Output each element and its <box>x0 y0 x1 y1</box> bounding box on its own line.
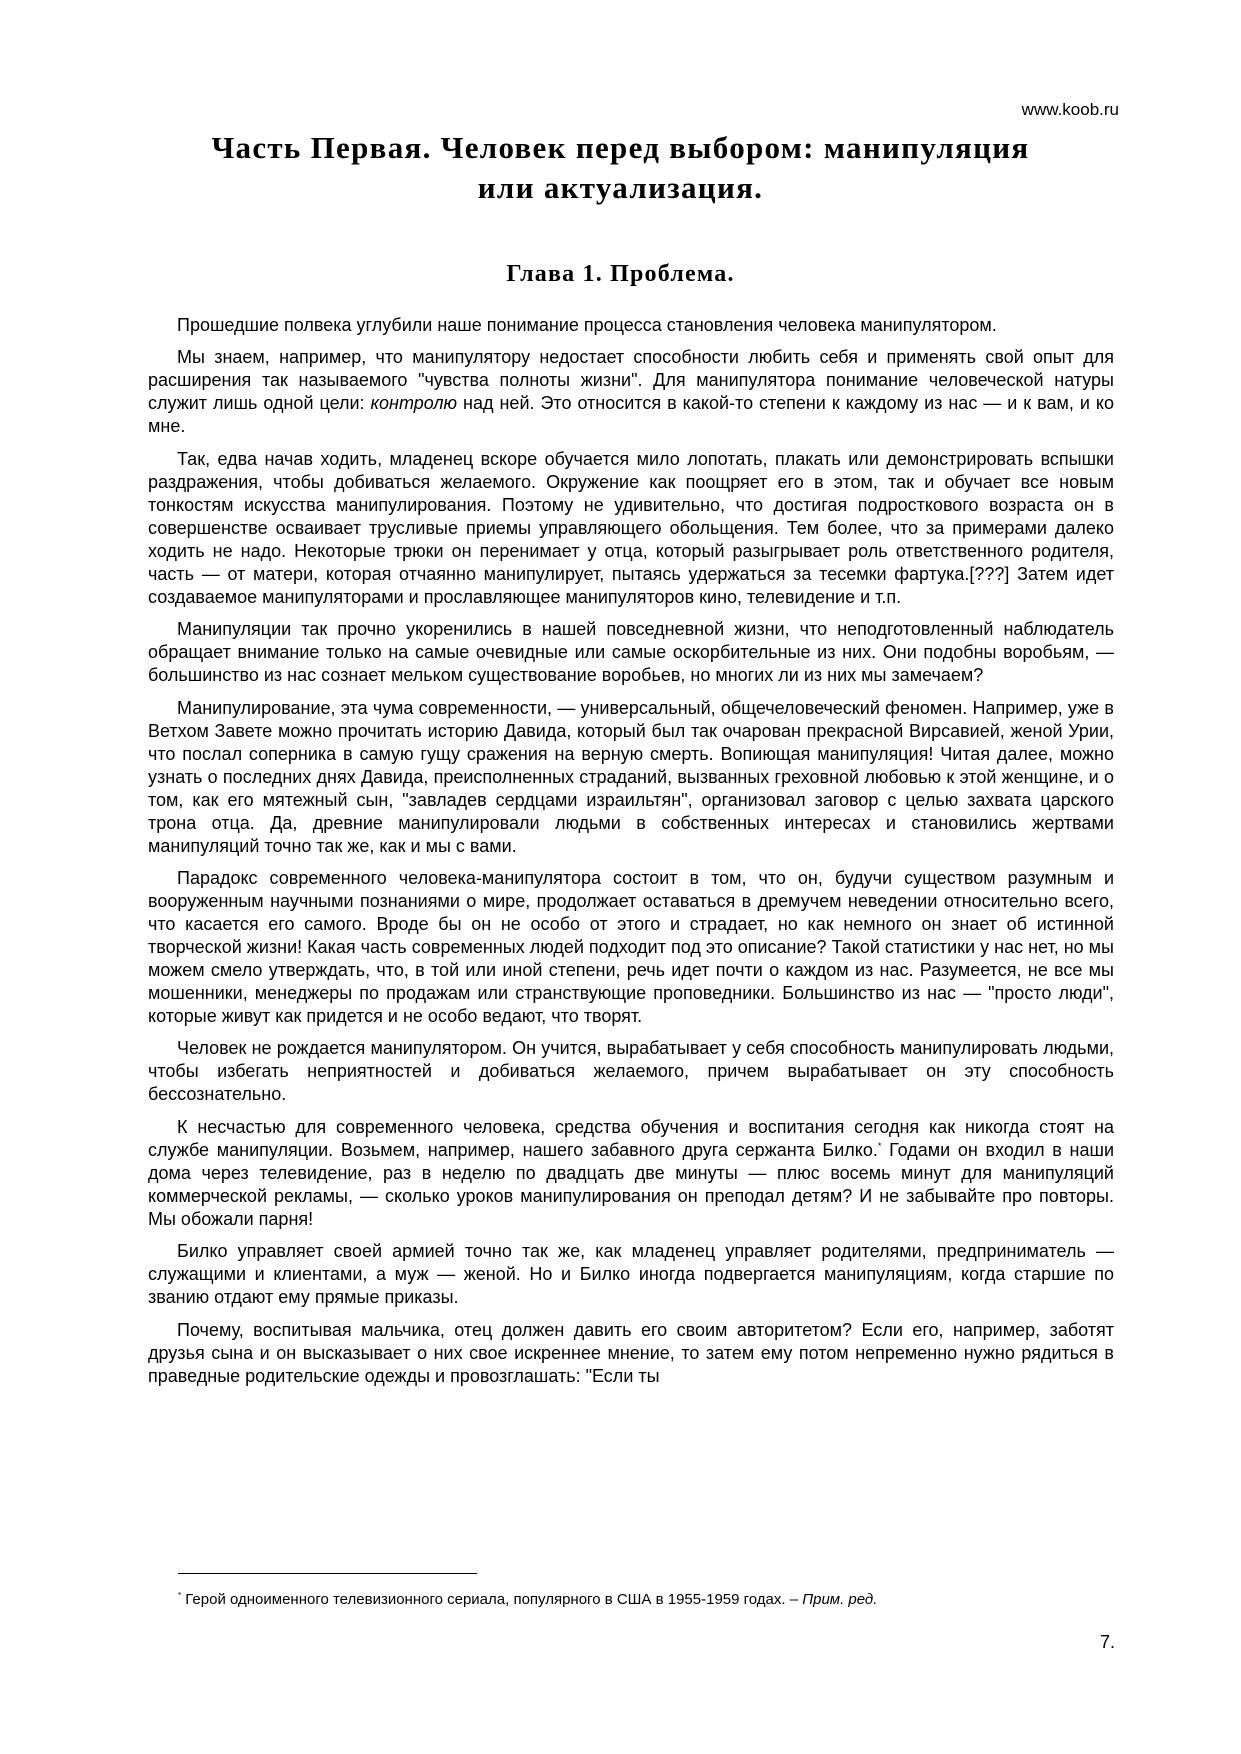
paragraph-9: Билко управляет своей армией точно так же, как младенец управляет родителями, предприниматель — служащими и клиентами, а муж — женой. Но и Билко иногда подвергается манипуляциям, когда старшие по званию отдают ему прямые приказы. <box>148 1241 1114 1308</box>
part-title-line-1: Часть Первая. Человек перед выбором: манипуляция <box>211 130 1030 165</box>
part-title-line-2: или актуализация. <box>477 170 764 205</box>
paragraph-8-text-start: К несчастью для современного человека, средства обучения и воспитания сегодня как никогда стоят на службе манипуляции. Возьмем, например, нашего забавного друга сержанта Билко. <box>148 1116 1114 1160</box>
footnote-text: Герой одноименного телевизионного сериала, популярного в США в 1955-1959 годах. – <box>181 1591 803 1608</box>
footnote-mark: * <box>178 1591 182 1600</box>
paragraph-2-text-end: над ней. Это относится в какой-то степени к каждому из нас — и к вам, и ко мне. <box>148 393 1115 437</box>
site-url: www.koob.ru <box>1021 100 1119 119</box>
body-text <box>148 314 1114 1397</box>
paragraph-8 <box>148 1116 1114 1231</box>
paragraph-5: Манипулирование, эта чума современности, — универсальный, общечеловеческий феномен. Например, уже в Ветхом Завете можно прочитать историю Давида, который был так очарован прекрасной Вирсавией, женой Урии, что послал соперника в самую гущу сражения на верную смерть. Вопиющая манипуляция! Читая далее, можно узнать о последних днях Давида, преисполненных страданий, вызванных греховной любовью к этой женщине, и о том, как его мятежный сын, "завладев сердцами израильтян", организовал заговор с целью захвата царского трона отца. Да, древние манипулировали людьми в собственных интересах и становились жертвами манипуляций точно так же, как и мы с вами. <box>148 697 1114 856</box>
paragraph-2-emphasis: контролю <box>370 393 458 414</box>
footnote-editor-note: Прим. ред. <box>802 1591 878 1608</box>
page-number: 7. <box>1099 1632 1115 1652</box>
paragraph-3: Так, едва начав ходить, младенец вскоре обучается мило лопотать, плакать или демонстрировать вспышки раздражения, чтобы добиваться желаемого. Окружение как поощряет его в этом, так и обучает все новым тонкостям искусства манипулирования. Поэтому не удивительно, что достигая подросткового возраста он в совершенстве осваивает трусливые приемы управляющего обольщения. Тем более, что за примерами далеко ходить не надо. Некоторые трюки он перенимает у отца, который разыгрывает роль ответственного родителя, часть — от матери, которая отчаянно манипулирует, пытаясь удержаться за тесемки фартука.[???] Затем идет создаваемое манипуляторами и прославляющее манипуляторов кино, телевидение и т.п. <box>148 448 1114 607</box>
paragraph-6: Парадокс современного человека-манипулятора состоит в том, что он, будучи существом разумным и вооруженным научными познаниями о мире, продолжает оставаться в дремучем неведении относительно всего, что касается его самого. Вроде бы он не особо от этого и страдает, но как немного он знает об истинной творческой жизни! Какая часть современных людей подходит под это описание? Такой статистики у нас нет, но мы можем смело утверждать, что, в той или иной степени, речь идет почти о каждом из нас. Разумеется, не все мы мошенники, менеджеры по продажам или странствующие проповедники. Большинство из нас — "просто люди", которые живут как придется и не особо ведают, что творят. <box>148 867 1114 1026</box>
footnote <box>178 1590 1114 1610</box>
paragraph-1: Прошедшие полвека углубили наше понимание процесса становления человека манипулятором. <box>177 315 997 335</box>
paragraph-7: Человек не рождается манипулятором. Он учится, вырабатывает у себя способность манипулировать людьми, чтобы избегать неприятностей и добиваться желаемого, причем вырабатывает он эту способность бессознательно. <box>148 1038 1114 1105</box>
paragraph-2-text-start: Мы знаем, например, что манипулятору недостает способности любить себя и применять свой опыт для расширения так называемого "чувства полноты жизни". Для манипулятора понимание человеческой натуры служит лишь одной цели: <box>148 347 1114 414</box>
footnote-reference-mark: * <box>877 1140 882 1151</box>
paragraph-8-text-end: Годами он входил в наши дома через телевидение, раз в неделю по двадцать две минуты — плюс восемь минут для манипуляций коммерческой рекламы, — сколько уроков манипулирования он преподал детям? И не забывайте про повторы. Мы обожали парня! <box>148 1139 1114 1229</box>
part-title <box>150 128 1091 208</box>
footnote-divider <box>178 1573 477 1574</box>
paragraph-2 <box>148 346 1114 438</box>
chapter-title: Глава 1. Проблема. <box>506 261 735 287</box>
paragraph-10: Почему, воспитывая мальчика, отец должен давить его своим авторитетом? Если его, например, заботят друзья сына и он высказывает о них свое искреннее мнение, то затем ему потом непременно нужно рядиться в праведные родительские одежды и провозглашать: "Если ты <box>148 1319 1114 1386</box>
paragraph-4: Манипуляции так прочно укоренились в нашей повседневной жизни, что неподготовленный наблюдатель обращает внимание только на самые очевидные или самые оскорбительные из них. Они подобны воробьям, — большинство из нас сознает мельком существование воробьев, но многих ли из них мы замечаем? <box>148 619 1114 686</box>
